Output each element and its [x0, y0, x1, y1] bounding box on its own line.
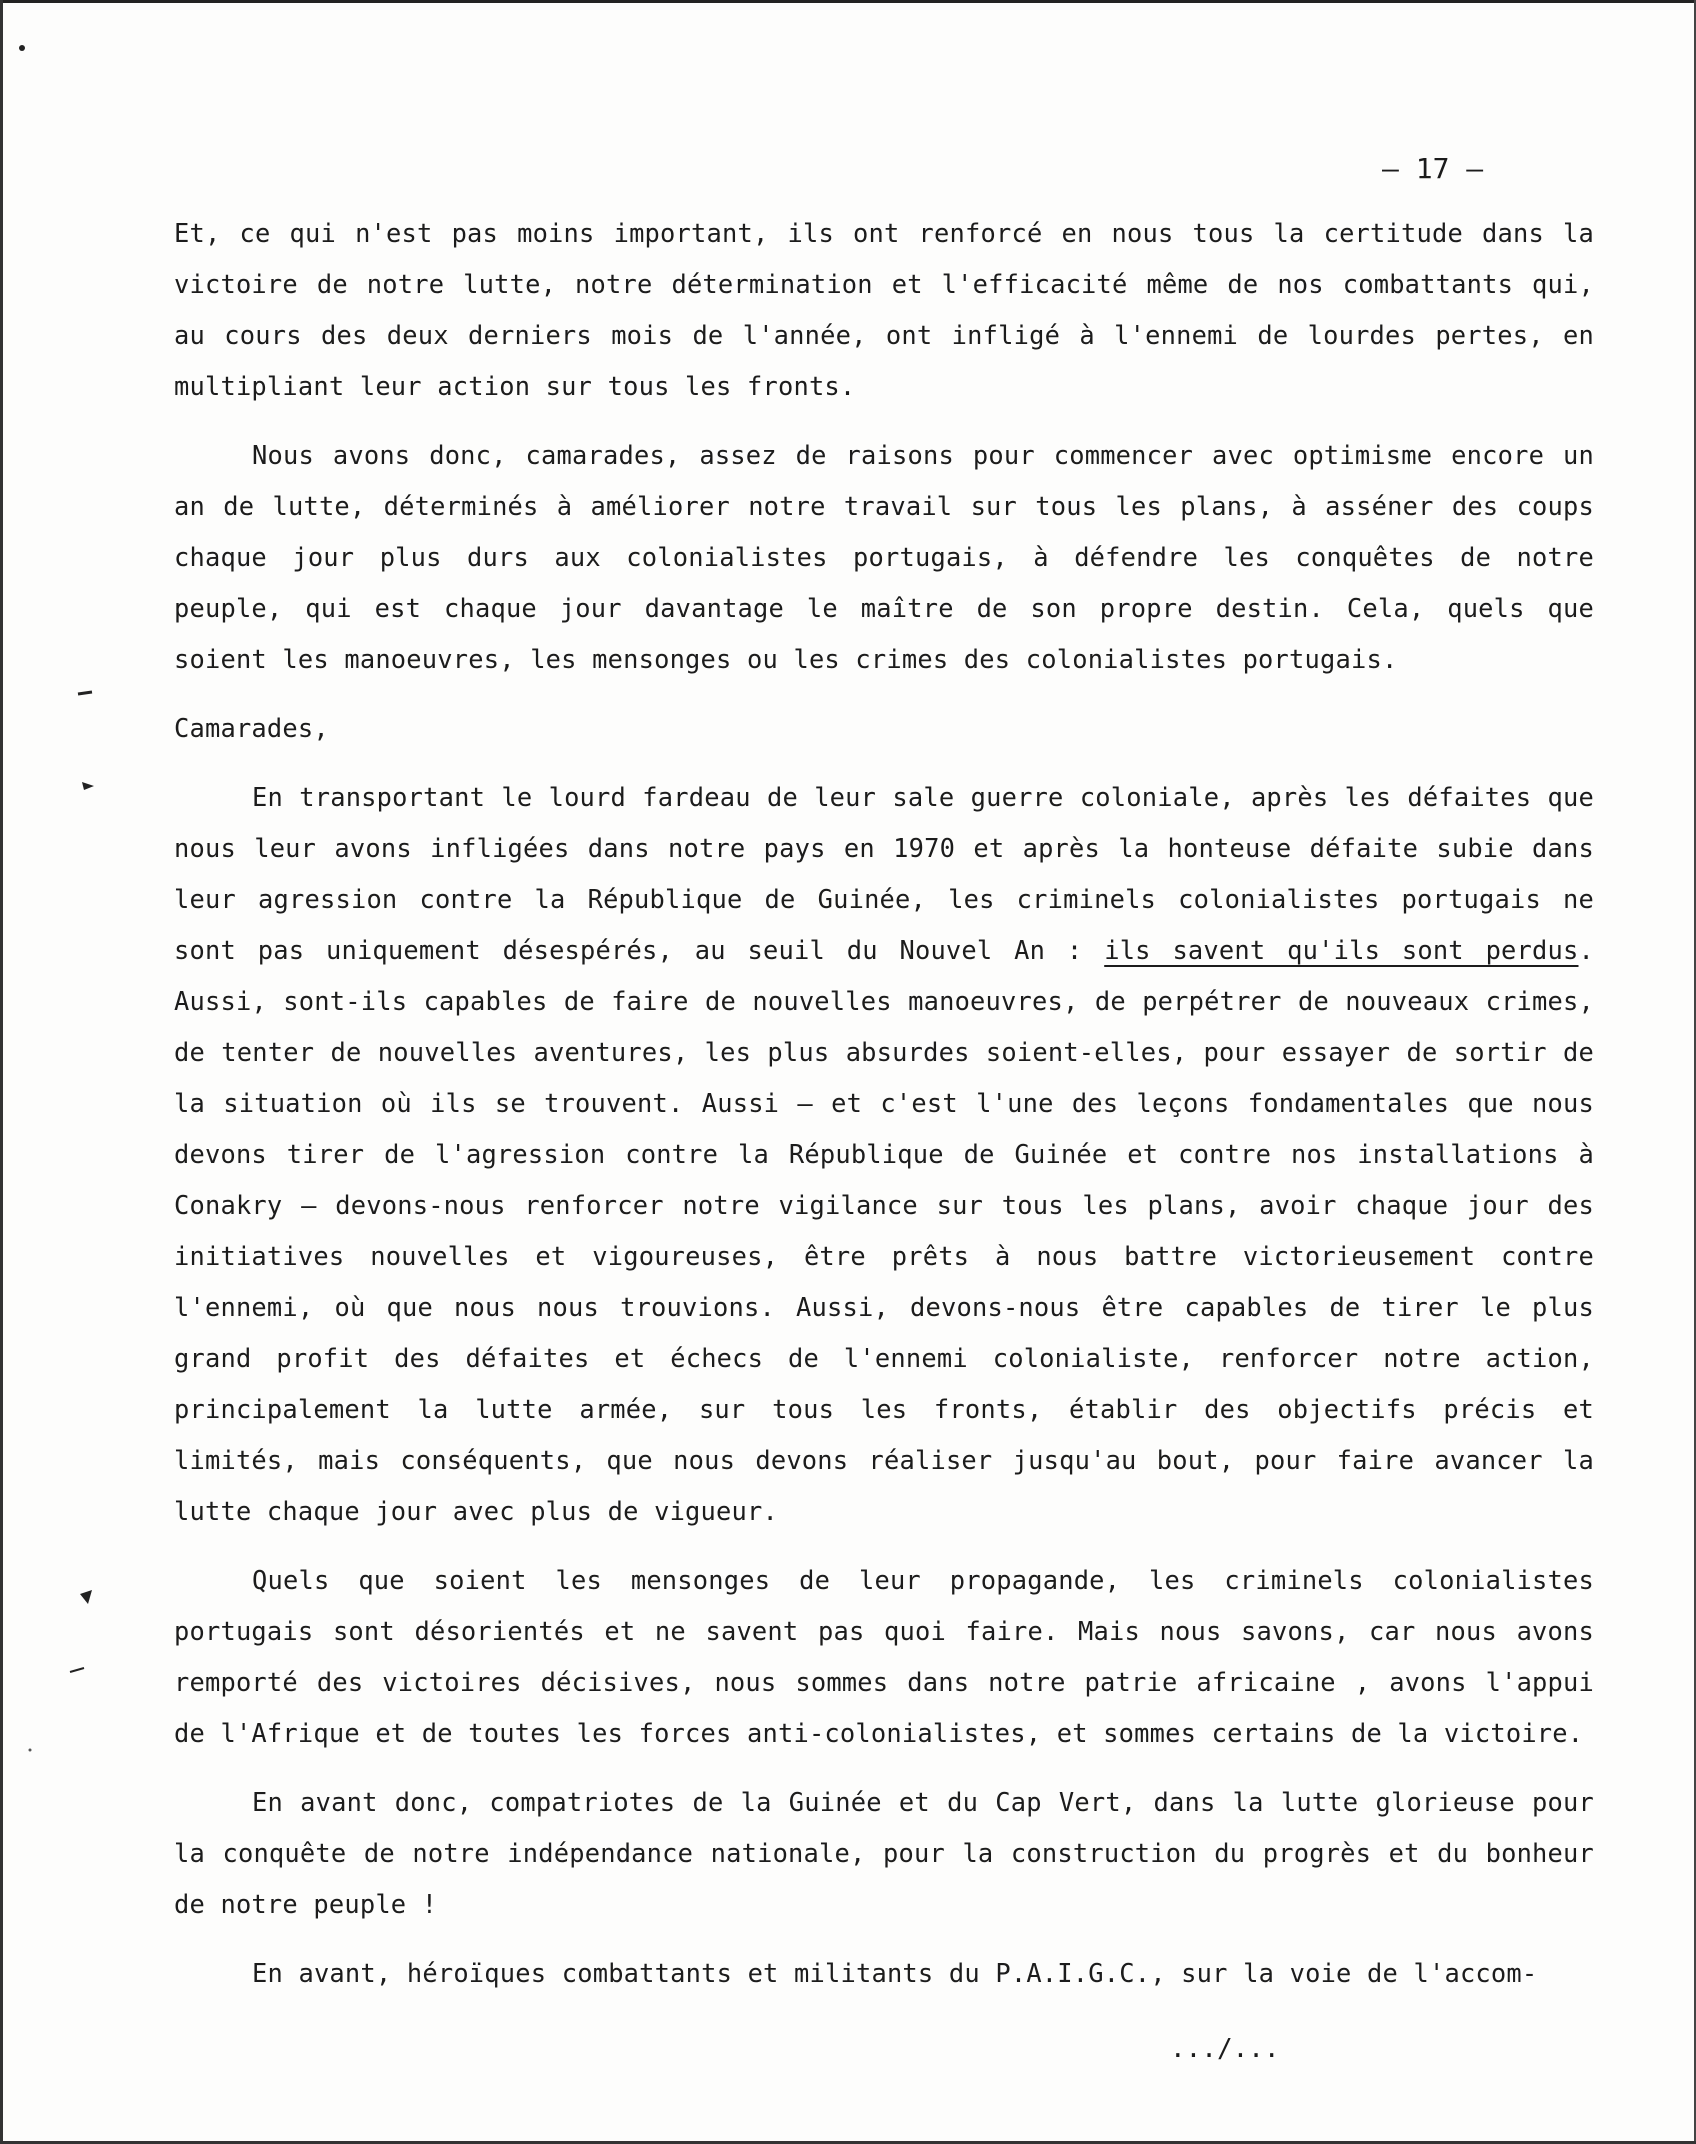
body-text	[174, 208, 1594, 2017]
paragraph-3-part-1: En transportant le lourd fardeau de leur sale guerre coloniale, après les défaites que nous leur avons infligées dans notre pays en 1970 et après la honteuse défaite subie dans leur agression contre la République de Guinée, les criminels colonialistes portugais ne sont pas uniquement désespérés, au seuil du Nouvel An :	[174, 782, 1594, 965]
paragraph-1: Et, ce qui n'est pas moins important, ils ont renforcé en nous tous la certitude dans la victoire de notre lutte, notre détermination et l'efficacité même de nos combattants qui, au cours des deux derniers mois de l'année, ont infligé à l'ennemi de lourdes pertes, en multipliant leur action sur tous les fronts.	[174, 218, 1594, 401]
paragraph-4: Quels que soient les mensonges de leur propagande, les criminels colonialistes portugais sont désorientés et ne savent pas quoi faire. Mais nous savons, car nous avons remporté des victoires décisives, nous sommes dans notre patrie africaine , avons l'appui de l'Afrique et de toutes les forces anti-colonialistes, et sommes certains de la victoire.	[174, 1565, 1594, 1748]
salutation: Camarades,	[174, 713, 329, 743]
paragraph-6: En avant, héroïques combattants et militants du P.A.I.G.C., sur la voie de l'accom-	[252, 1958, 1538, 1988]
continuation-marker: .../...	[1170, 2034, 1280, 2064]
paragraph-5: En avant donc, compatriotes de la Guinée et du Cap Vert, dans la lutte glorieuse pour la conquête de notre indépendance nationale, pour la construction du progrès et du bonheur de notre peuple !	[174, 1787, 1594, 1919]
paragraph-2: Nous avons donc, camarades, assez de raisons pour commencer avec optimisme encore un an de lutte, déterminés à améliorer notre travail sur tous les plans, à asséner des coups chaque jour plus durs aux colonialistes portugais, à défendre les conquêtes de notre peuple, qui est chaque jour davantage le maître de son propre destin. Cela, quels que soient les manoeuvres, les mensonges ou les crimes des colonialistes portugais.	[174, 440, 1594, 674]
paragraph-3-part-2: . Aussi, sont-ils capables de faire de nouvelles manoeuvres, de perpétrer de nouveaux crimes, de tenter de nouvelles aventures, les plus absurdes soient-elles, pour essayer de sortir de la situation où ils se trouvent. Aussi – et c'est l'une des leçons fondamentales que nous devons tirer de l'agression contre la République de Guinée et contre nos installations à Conakry – devons-nous renforcer notre vigilance sur tous les plans, avoir chaque jour des initiatives nouvelles et vigoureuses, être prêts à nous battre victorieusement contre l'ennemi, où que nous nous trouvions. Aussi, devons-nous être capables de tirer le plus grand profit des défaites et échecs de l'ennemi colonialiste, renforcer notre action, principalement la lutte armée, sur tous les fronts, établir des objectifs précis et limités, mais conséquents, que nous devons réaliser jusqu'au bout, pour faire avancer la lutte chaque jour avec plus de vigueur.	[174, 935, 1594, 1526]
underlined-phrase: ils savent qu'ils sont perdus	[1104, 935, 1579, 965]
paragraph-3	[174, 772, 1594, 1537]
page-number: – 17 –	[1382, 152, 1484, 185]
